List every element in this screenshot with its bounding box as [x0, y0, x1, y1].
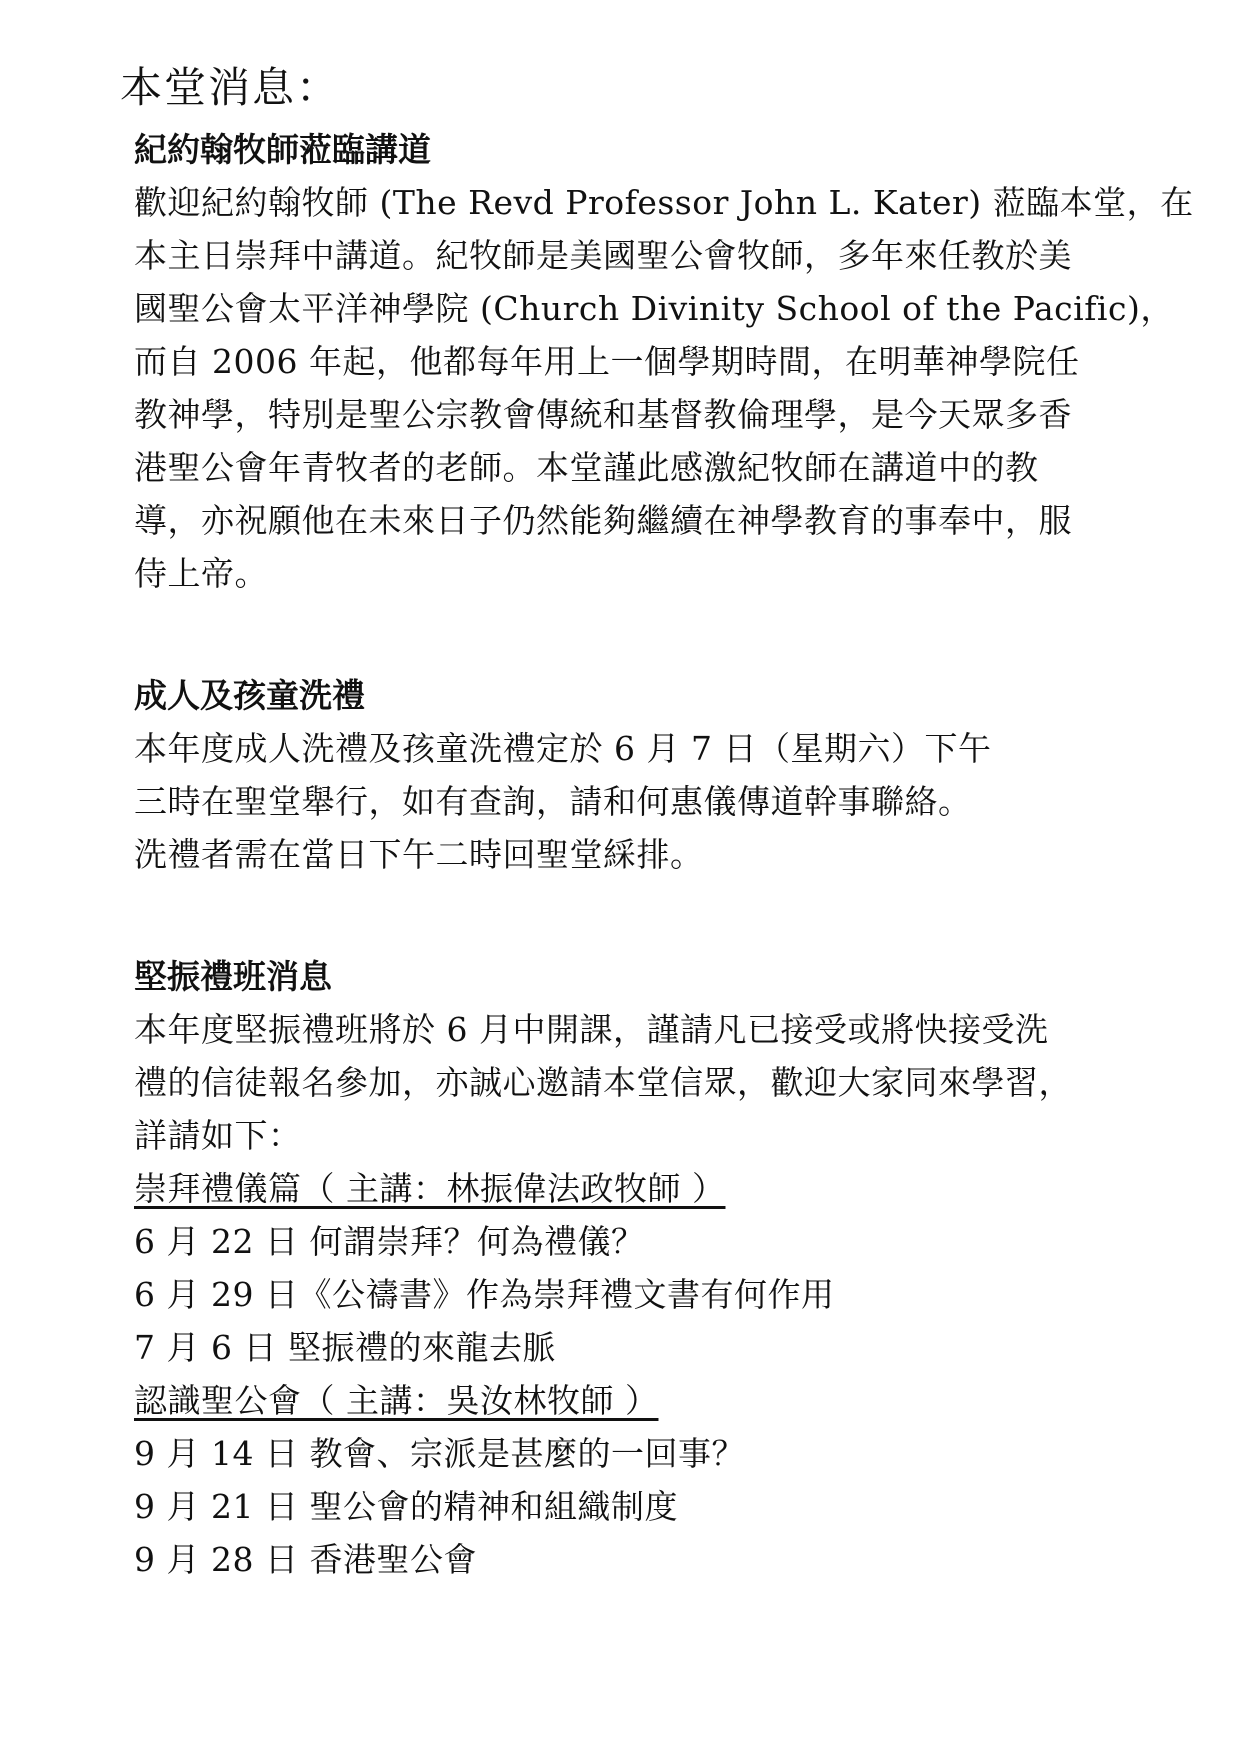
section-heading: 紀約翰牧師蒞臨講道	[134, 130, 431, 169]
course-know-anglican-church	[134, 1374, 1114, 1586]
course-session: 7 月 6 日 堅振禮的來龍去脈	[134, 1328, 556, 1367]
paragraph-line: 侍上帝。	[134, 554, 268, 593]
paragraph-line: 禮的信徒報名參加，亦誠心邀請本堂信眾，歡迎大家同來學習，	[134, 1063, 1072, 1102]
section-baptism	[134, 670, 1114, 881]
course-session: 9 月 21 日 聖公會的精神和組織制度	[134, 1487, 678, 1526]
paragraph-line: 本年度堅振禮班將於 6 月中開課，謹請凡已接受或將快接受洗	[134, 1010, 1049, 1049]
course-worship-liturgy	[134, 1162, 1114, 1374]
section-heading: 成人及孩童洗禮	[134, 676, 365, 715]
course-title: 認識聖公會（ 主講：吳汝林牧師 ）	[134, 1381, 659, 1420]
paragraph-line: 三時在聖堂舉行，如有查詢，請和何惠儀傳道幹事聯絡。	[134, 782, 972, 821]
course-session: 6 月 22 日 何謂崇拜？何為禮儀？	[134, 1222, 645, 1261]
paragraph-line: 本年度成人洗禮及孩童洗禮定於 6 月 7 日（星期六）下午	[134, 729, 992, 768]
paragraph-line: 國聖公會太平洋神學院 (Church Divinity School of the Pacific)，	[134, 289, 1174, 328]
course-session: 6 月 29 日《公禱書》作為崇拜禮文書有何作用	[134, 1275, 835, 1314]
course-title: 崇拜禮儀篇（ 主講：林振偉法政牧師 ）	[134, 1169, 726, 1208]
paragraph-line: 洗禮者需在當日下午二時回聖堂綵排。	[134, 835, 704, 874]
course-session: 9 月 14 日 教會、宗派是甚麼的一回事？	[134, 1434, 745, 1473]
paragraph-line: 導，亦祝願他在未來日子仍然能夠繼續在神學教育的事奉中，服	[134, 501, 1072, 540]
section-spacer	[134, 881, 1114, 951]
paragraph-line: 詳請如下：	[134, 1116, 302, 1155]
section-spacer	[134, 600, 1114, 670]
paragraph-line: 教神學，特別是聖公宗教會傳統和基督教倫理學，是今天眾多香	[134, 395, 1072, 434]
page-title: 本堂消息：	[120, 63, 341, 112]
course-session: 9 月 28 日 香港聖公會	[134, 1540, 477, 1579]
section-confirmation-class	[134, 951, 1114, 1586]
document-body	[134, 124, 1194, 1586]
section-guest-preacher	[134, 124, 1194, 600]
paragraph-line: 而自 2006 年起，他都每年用上一個學期時間，在明華神學院任	[134, 342, 1080, 381]
paragraph-line: 歡迎紀約翰牧師 (The Revd Professor John L. Kater) 蒞臨本堂，在	[134, 183, 1194, 222]
paragraph-line: 本主日崇拜中講道。紀牧師是美國聖公會牧師，多年來任教於美	[134, 236, 1072, 275]
section-heading: 堅振禮班消息	[134, 957, 332, 996]
paragraph-line: 港聖公會年青牧者的老師。本堂謹此感激紀牧師在講道中的教	[134, 448, 1039, 487]
